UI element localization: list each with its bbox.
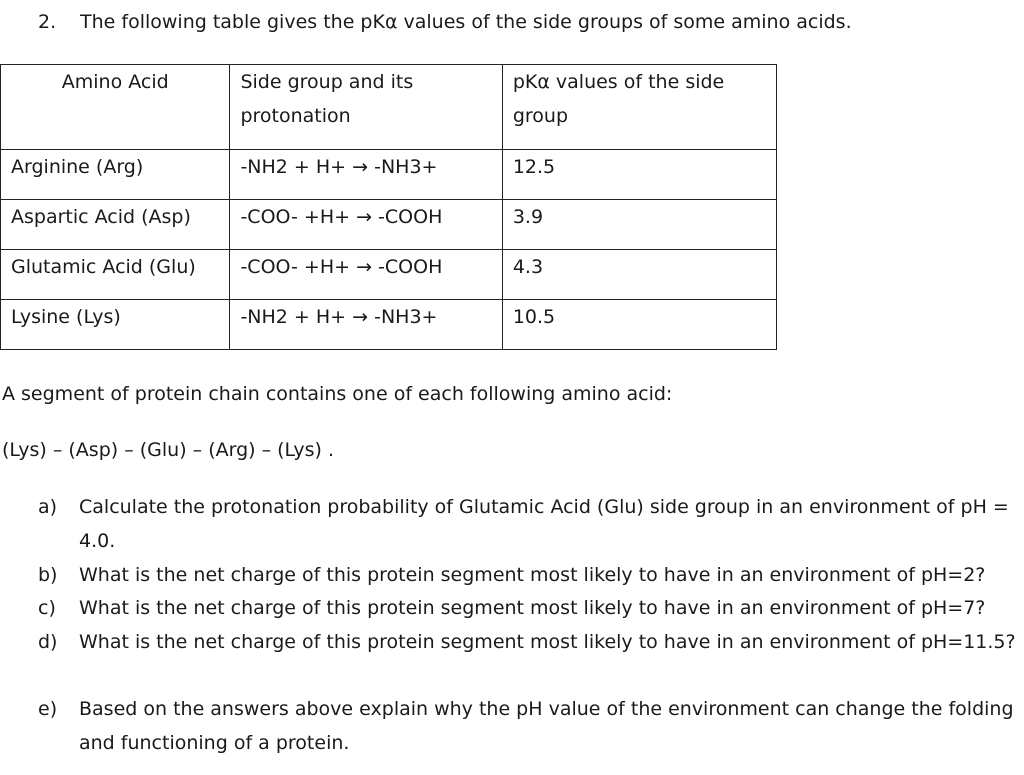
subquestion-label: a) xyxy=(38,496,58,518)
table-row xyxy=(1,300,777,350)
cell-reaction: -COO- +H+ → -COOH xyxy=(230,250,502,300)
cell-pka: 10.5 xyxy=(502,300,776,350)
header-side-group: Side group and its protonation xyxy=(230,65,502,150)
cell-amino-acid: Aspartic Acid (Asp) xyxy=(1,200,230,250)
subquestion-label: e) xyxy=(38,698,58,720)
subquestion-label: c) xyxy=(38,597,56,619)
cell-pka: 4.3 xyxy=(502,250,776,300)
segment-intro: A segment of protein chain contains one of each following amino acid: xyxy=(2,383,673,405)
subquestion-label: d) xyxy=(38,631,58,653)
subquestion-text: What is the net charge of this protein segment most likely to have in an environment of pH=11.5? xyxy=(79,631,1016,653)
subquestion-label: b) xyxy=(38,564,58,586)
amino-acid-table xyxy=(0,64,777,350)
table-header-row xyxy=(1,65,777,150)
table-row xyxy=(1,250,777,300)
cell-reaction: -NH2 + H+ → -NH3+ xyxy=(230,300,502,350)
question-text: The following table gives the pKα values of the side groups of some amino acids. xyxy=(80,11,852,33)
cell-pka: 12.5 xyxy=(502,150,776,200)
subquestion-text: What is the net charge of this protein segment most likely to have in an environment of pH=2? xyxy=(79,564,986,586)
cell-pka: 3.9 xyxy=(502,200,776,250)
cell-reaction: -NH2 + H+ → -NH3+ xyxy=(230,150,502,200)
header-amino-acid: Amino Acid xyxy=(1,65,230,150)
question-title xyxy=(38,11,852,33)
cell-amino-acid: Arginine (Arg) xyxy=(1,150,230,200)
question-number: 2. xyxy=(38,11,57,33)
header-pka: pKα values of the side group xyxy=(502,65,776,150)
table-row xyxy=(1,150,777,200)
cell-reaction: -COO- +H+ → -COOH xyxy=(230,200,502,250)
table-row xyxy=(1,200,777,250)
cell-amino-acid: Lysine (Lys) xyxy=(1,300,230,350)
subquestion-text: Calculate the protonation probability of Glutamic Acid (Glu) side group in an environment of pH = 4.0. xyxy=(79,496,1009,552)
segment-chain: (Lys) – (Asp) – (Glu) – (Arg) – (Lys) . xyxy=(2,439,335,461)
subquestion-text: Based on the answers above explain why the pH value of the environment can change the folding and functioning of a protein. xyxy=(79,698,1014,754)
subquestion-text: What is the net charge of this protein segment most likely to have in an environment of pH=7? xyxy=(79,597,986,619)
cell-amino-acid: Glutamic Acid (Glu) xyxy=(1,250,230,300)
